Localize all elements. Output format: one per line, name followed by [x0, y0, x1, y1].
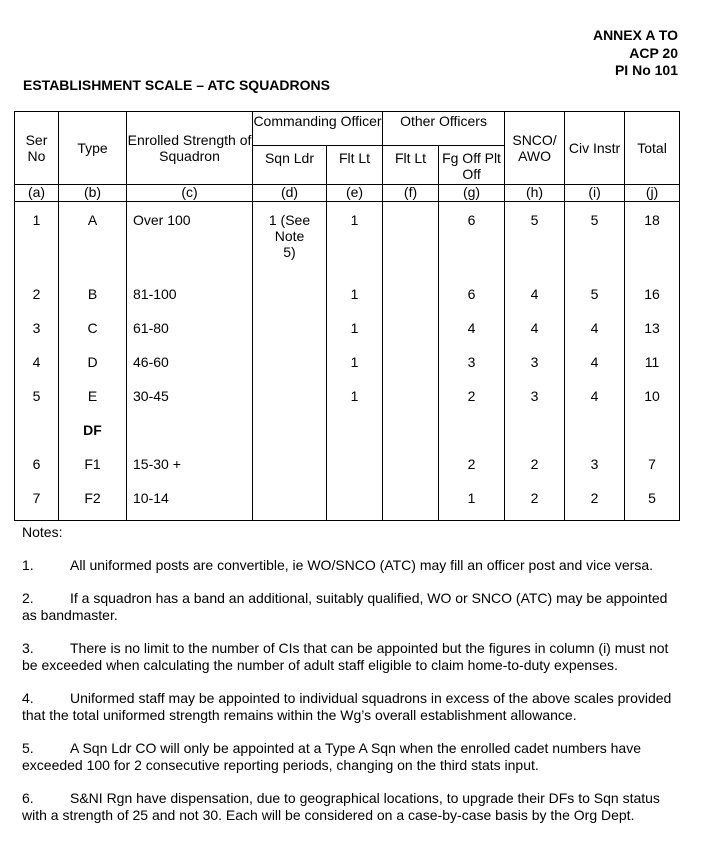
note-item	[22, 640, 680, 674]
table-cell: 3	[505, 378, 565, 412]
table-cell: 5	[625, 480, 680, 520]
table-cell: 4	[505, 260, 565, 310]
table-cell: 10-14	[127, 480, 253, 520]
table-cell: 11	[625, 344, 680, 378]
table-cell	[253, 310, 327, 344]
table-cell	[565, 412, 625, 446]
note-item	[22, 557, 680, 574]
table-cell	[383, 378, 439, 412]
header-civ-instr: Civ Instr	[565, 112, 625, 185]
column-letter: (a)	[15, 185, 59, 202]
header-flt-lt-commanding: Flt Lt	[327, 146, 383, 185]
table-cell: 7	[625, 446, 680, 480]
table-cell: 4	[565, 378, 625, 412]
header-commanding-officer: Commanding Officer	[253, 112, 383, 146]
note-text: There is no limit to the number of CIs that can be appointed but the figures in column (i) must not be exceeded when calculating the number of adult staff eligible to claim home-to-duty expenses.	[22, 640, 669, 673]
table-cell: F1	[59, 446, 127, 480]
table-row	[15, 260, 680, 310]
table-cell: F2	[59, 480, 127, 520]
table-cell	[253, 344, 327, 378]
table-cell: 81-100	[127, 260, 253, 310]
column-letter: (j)	[625, 185, 680, 202]
table-cell	[383, 260, 439, 310]
table-cell: 3	[565, 446, 625, 480]
table-cell: 1	[327, 260, 383, 310]
note-number: 5.	[22, 740, 34, 756]
notes-section	[22, 524, 680, 840]
table-row	[15, 412, 680, 446]
annex-line-3: PI No 101	[614, 62, 678, 78]
table-cell: 1	[439, 480, 505, 520]
header-fg-off-plt-off: Fg Off Plt Off	[439, 146, 505, 185]
note-item	[22, 590, 680, 624]
table-row	[15, 202, 680, 261]
table-cell	[327, 446, 383, 480]
table-cell	[253, 412, 327, 446]
table-cell: 3	[505, 344, 565, 378]
table-row	[15, 378, 680, 412]
table-cell	[253, 378, 327, 412]
df-label: DF	[59, 412, 127, 446]
header-flt-lt-other: Flt Lt	[383, 146, 439, 185]
header-ser-no: Ser No	[15, 112, 59, 185]
table-cell: 3	[15, 310, 59, 344]
table-cell	[439, 412, 505, 446]
establishment-table	[14, 111, 680, 521]
table-cell: 5	[505, 202, 565, 261]
table-cell: 1	[327, 378, 383, 412]
table-cell: 1	[327, 344, 383, 378]
table-cell: 1	[15, 202, 59, 261]
table-row	[15, 480, 680, 520]
table-cell: 2	[505, 446, 565, 480]
table-cell: 13	[625, 310, 680, 344]
table-cell	[383, 412, 439, 446]
table-cell: Over 100	[127, 202, 253, 261]
table-cell: 1	[327, 310, 383, 344]
table-row	[15, 344, 680, 378]
column-letter: (d)	[253, 185, 327, 202]
table-cell: D	[59, 344, 127, 378]
table-cell	[383, 480, 439, 520]
column-letter-row	[15, 185, 680, 202]
note-item	[22, 790, 680, 824]
note-number: 2.	[22, 590, 34, 606]
table-cell: 2	[439, 378, 505, 412]
table-cell	[15, 412, 59, 446]
table-cell: 6	[439, 260, 505, 310]
table-cell	[505, 412, 565, 446]
table-cell	[383, 310, 439, 344]
column-letter: (c)	[127, 185, 253, 202]
note-item	[22, 740, 680, 774]
table-cell: 6	[439, 202, 505, 261]
table-cell	[253, 480, 327, 520]
note-item	[22, 690, 680, 724]
table-cell	[327, 480, 383, 520]
table-cell: B	[59, 260, 127, 310]
header-other-officers: Other Officers	[383, 112, 505, 146]
table-cell: 2	[565, 480, 625, 520]
note-text: All uniformed posts are convertible, ie WO/SNCO (ATC) may fill an officer post and vice versa.	[70, 557, 654, 573]
header-total: Total	[625, 112, 680, 185]
table-cell: 46-60	[127, 344, 253, 378]
table-cell: E	[59, 378, 127, 412]
table-cell	[625, 412, 680, 446]
header-sqn-ldr: Sqn Ldr	[253, 146, 327, 185]
table-cell: 1	[327, 202, 383, 261]
table-cell: 4	[15, 344, 59, 378]
table-cell	[253, 260, 327, 310]
table-row	[15, 310, 680, 344]
table-row	[15, 446, 680, 480]
header-type: Type	[59, 112, 127, 185]
note-text: A Sqn Ldr CO will only be appointed at a Type A Sqn when the enrolled cadet numbers have exceeded 100 for 2 consecutive reporting periods, changing on the third stats input.	[22, 740, 642, 773]
header-enrolled-strength: Enrolled Strength of Squadron	[127, 112, 253, 185]
table-cell: 4	[505, 310, 565, 344]
table-cell: 4	[565, 344, 625, 378]
column-letter: (e)	[327, 185, 383, 202]
table-cell	[253, 446, 327, 480]
table-cell: 4	[439, 310, 505, 344]
table-cell	[327, 412, 383, 446]
table-cell	[383, 202, 439, 261]
table-cell: 30-45	[127, 378, 253, 412]
table-cell: 61-80	[127, 310, 253, 344]
header-snco-awo: SNCO/ AWO	[505, 112, 565, 185]
table-cell: 15-30 +	[127, 446, 253, 480]
table-cell: 2	[439, 446, 505, 480]
note-text: Uniformed staff may be appointed to individual squadrons in excess of the above scales provided that the total uniformed strength remains within the Wg’s overall establishment allowance.	[22, 690, 672, 723]
page-title: ESTABLISHMENT SCALE – ATC SQUADRONS	[23, 77, 330, 93]
table-cell: 2	[505, 480, 565, 520]
note-number: 6.	[22, 790, 34, 806]
column-letter: (g)	[439, 185, 505, 202]
table-cell: 1 (See Note 5)	[253, 202, 327, 261]
table-cell: 5	[565, 202, 625, 261]
table-cell: 5	[15, 378, 59, 412]
table-cell: 16	[625, 260, 680, 310]
note-number: 3.	[22, 640, 34, 656]
table-cell: 7	[15, 480, 59, 520]
table-cell: C	[59, 310, 127, 344]
table-cell: 4	[565, 310, 625, 344]
column-letter: (i)	[565, 185, 625, 202]
column-letter: (f)	[383, 185, 439, 202]
notes-heading: Notes:	[22, 524, 63, 540]
table-cell: 10	[625, 378, 680, 412]
annex-line-1: ANNEX A TO	[592, 27, 678, 43]
note-number: 4.	[22, 690, 34, 706]
table-body	[15, 202, 680, 521]
annex-line-2: ACP 20	[629, 44, 678, 61]
table-cell	[383, 446, 439, 480]
table-cell	[127, 412, 253, 446]
table-cell	[383, 344, 439, 378]
note-number: 1.	[22, 557, 34, 573]
table-header	[15, 112, 680, 202]
table-cell: 2	[15, 260, 59, 310]
column-letter: (h)	[505, 185, 565, 202]
table-cell: 3	[439, 344, 505, 378]
column-letter: (b)	[59, 185, 127, 202]
annex-reference	[593, 27, 678, 80]
note-text: S&NI Rgn have dispensation, due to geographical locations, to upgrade their DFs to Sqn status with a strength of 25 and not 30. Each will be considered on a case-by-case basis by the Org Dept.	[22, 790, 660, 823]
table-cell: A	[59, 202, 127, 261]
table-cell: 5	[565, 260, 625, 310]
table-cell: 18	[625, 202, 680, 261]
note-text: If a squadron has a band an additional, suitably qualified, WO or SNCO (ATC) may be appointed as bandmaster.	[22, 590, 668, 623]
table-cell: 6	[15, 446, 59, 480]
